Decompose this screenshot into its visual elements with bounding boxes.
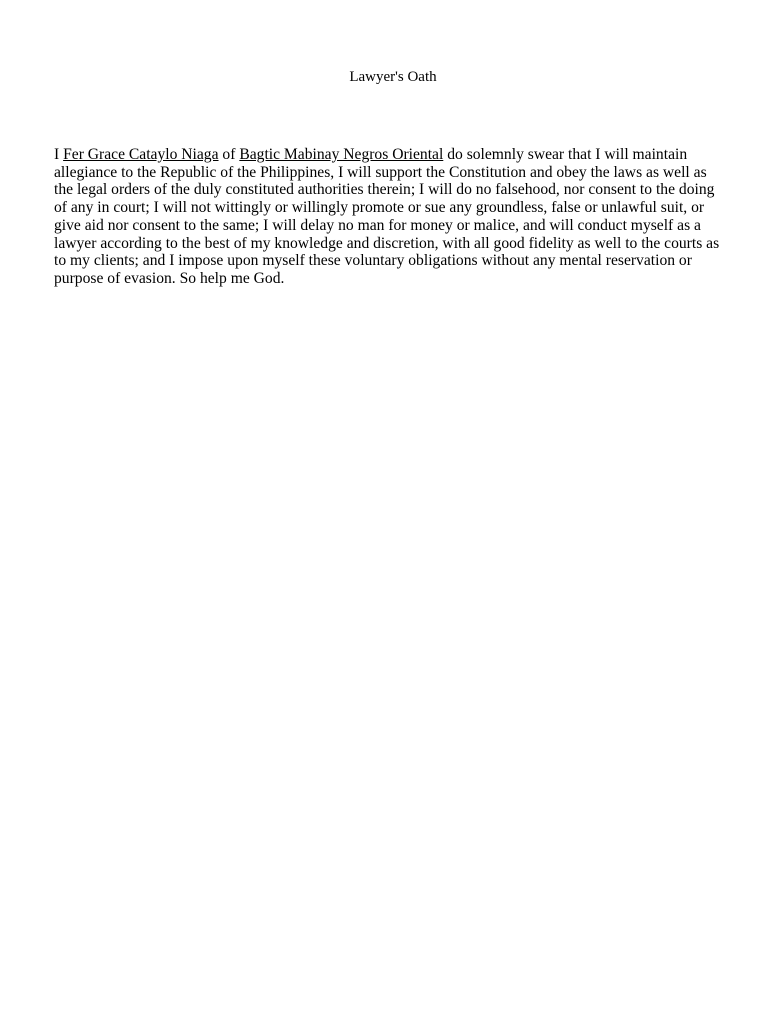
oath-paragraph — [54, 146, 726, 288]
oath-of: of — [218, 146, 240, 163]
oath-prefix: I — [54, 146, 64, 163]
document-title: Lawyer's Oath — [349, 69, 437, 85]
oath-text: do solemnly swear that I will maintain allegiance to the Republic of the Philippines, I will support the Constitution and obey the laws as well as the legal orders of the duly constituted authorities therein; I will do no falsehood, nor consent to the doing of any in court; I will not wittingly or willingly promote or sue any groundless, false or unlawful suit, or give aid nor consent to the same; I will delay no man for money or malice, and will conduct myself as a lawyer according to the best of my knowledge and discretion, with all good fidelity as well to the courts as to my clients; and I impose upon myself these voluntary obligations without any mental reservation or purpose of evasion. So help me God. — [54, 146, 720, 287]
oath-place: Bagtic Mabinay Negros Oriental — [239, 146, 444, 163]
oath-name: Fer Grace Cataylo Niaga — [63, 146, 219, 163]
